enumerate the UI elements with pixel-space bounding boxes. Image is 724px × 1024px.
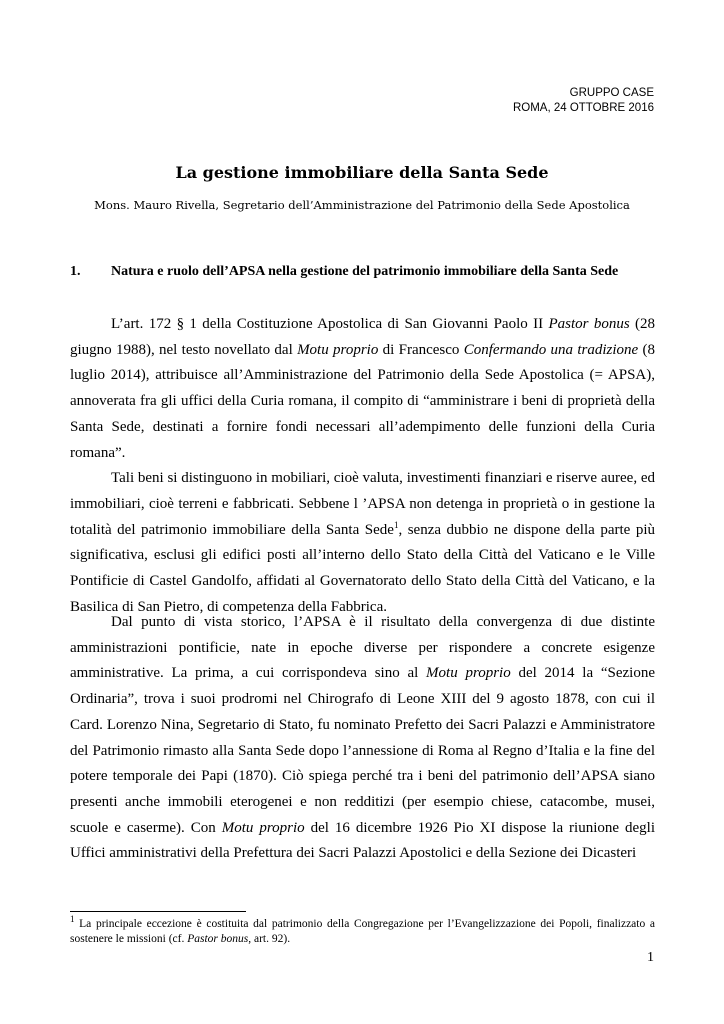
footnote-marker: 1 xyxy=(70,914,75,925)
paragraph-3: Dal punto di vista storico, l’APSA è il risultato della convergenza di due distinte amministrazioni pontificie, nate in epoche diverse per rispondere a concrete esigenze amministrative. La prima, a cui corrispondeva sino al Motu proprio del 2014 la “Sezione Ordinaria”, trova i suoi prodromi nel Chirografo di Leone XIII del 9 agosto 1878, con cui il Card. Lorenzo Nina, Segretario di Stato, fu nominato Prefetto dei Sacri Palazzi e Amministratore del Patrimonio rimasto alla Santa Sede dopo l’annessione di Roma al Regno d’Italia e la fine del potere temporale dei Papi (1870). Ciò spiega perché tra i beni del patrimonio dell’APSA siano presenti anche immobili eterogenei e non redditizi (per esempio chiese, catacombe, musei, scuole e caserme). Con Motu proprio del 16 dicembre 1926 Pio XI dispose la riunione degli Uffici amministrativi della Prefettura dei Sacri Palazzi Apostolici e della Sezione dei Dicasteri xyxy=(70,614,656,862)
document-title: La gestione immobiliare della Santa Sede xyxy=(175,163,549,182)
section-heading xyxy=(70,264,654,280)
body-block-2 xyxy=(70,610,655,867)
header-group: GRUPPO CASE xyxy=(569,87,654,99)
footnote-1: $^1$ La principale eccezione è costituita dal patrimonio della Congregazione per l’Evangelizzazione dei Popoli, finalizzato a sostenere le missioni (cf. Pastor bonus, art. 92). xyxy=(70,914,655,945)
page-number: 1 xyxy=(647,950,654,965)
header-date: ROMA, 24 OTTOBRE 2016 xyxy=(512,102,654,114)
section-title: Natura e ruolo dell’APSA nella gestione del patrimonio immobiliare della Santa Sede xyxy=(111,264,619,279)
footnote-divider xyxy=(70,911,246,912)
body-block-1 xyxy=(70,312,655,620)
paragraph-1: L’art. 172 § 1 della Costituzione Apostolica di San Giovanni Paolo II Pastor bonus (28 giugno 1988), nel testo novellato dal Motu proprio di Francesco Confermando una tradizione (8 luglio 2014), attribuisce all’Amministrazione del Patrimonio della Sede Apostolica (= APSA), annoverata fra gli uffici della Curia romana, il compito di “amministrare i beni di proprietà della Santa Sede, destinati a fornire fondi necessari all’adempimento delle funzioni della Curia romana”. xyxy=(70,316,656,461)
document-subtitle: Mons. Mauro Rivella, Segretario dell’Amministrazione del Patrimonio della Sede Apostolica xyxy=(94,198,630,212)
section-number: 1. xyxy=(70,264,81,279)
footnote-ref[interactable]: 1 xyxy=(393,519,399,530)
paragraph-2: Tali beni si distinguono in mobiliari, cioè valuta, investimenti finanziari e riserve auree, ed immobiliari, cioè terreni e fabbricati. Sebbene l ’APSA non detenga in proprietà o in gestione la totalità del patrimonio immobiliare della Santa Sede$^1$, senza dubbio ne dispone della parte più significativa, esclusi gli edifici posti all’interno dello Stato della Città del Vaticano e le Ville Pontificie di Castel Gandolfo, affidati al Governatorato dello Stato della Città del Vaticano, e la Basilica di San Pietro, di competenza della Fabbrica. xyxy=(70,470,655,615)
document-header xyxy=(513,86,654,116)
